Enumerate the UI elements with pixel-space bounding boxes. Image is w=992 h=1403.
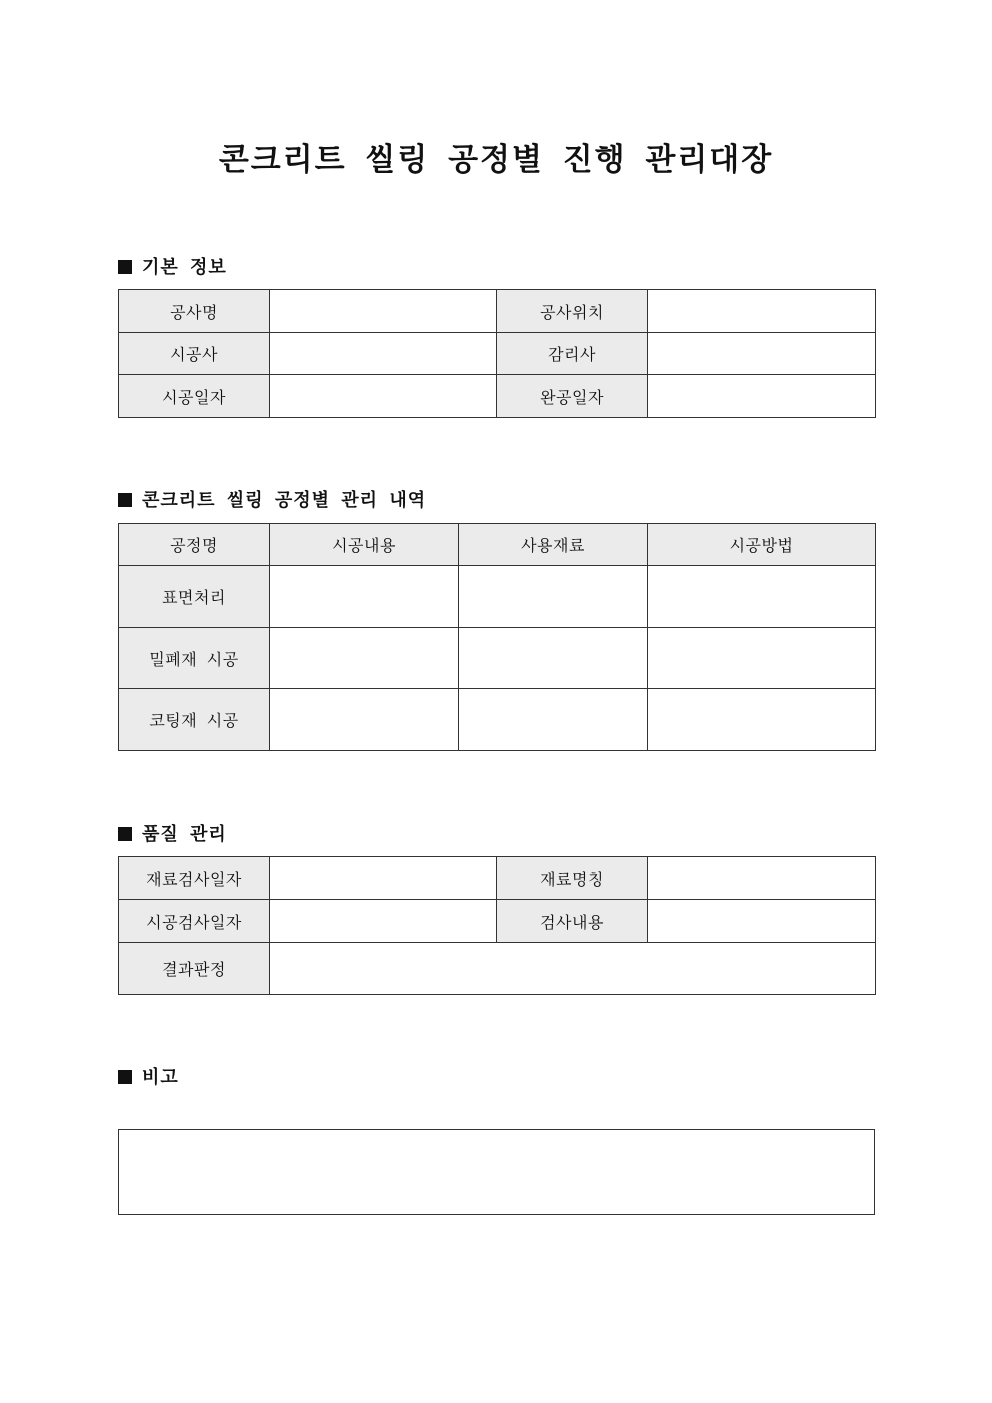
materials-field[interactable] [459,628,648,689]
project-location-field[interactable] [648,290,876,333]
label-cell: 감리사 [497,333,648,375]
quality-table [118,856,876,995]
remarks-field[interactable] [118,1129,875,1215]
section-heading-text: 품질 관리 [142,824,227,845]
work-content-field[interactable] [270,689,459,751]
table-row [119,900,876,943]
process-table [118,523,876,751]
label-cell: 공사위치 [497,290,648,333]
label-cell: 시공일자 [119,375,270,418]
section-heading-remarks [118,1063,179,1089]
section-heading-text: 콘크리트 씰링 공정별 관리 내역 [142,490,427,511]
table-row [119,375,876,418]
label-cell: 재료명칭 [497,857,648,900]
section-heading-text: 비고 [142,1067,179,1088]
section-heading-text: 기본 정보 [142,257,227,278]
materials-field[interactable] [459,689,648,751]
square-bullet-icon [118,1070,132,1084]
square-bullet-icon [118,260,132,274]
table-row [119,943,876,995]
completion-date-field[interactable] [648,375,876,418]
materials-field[interactable] [459,566,648,628]
label-cell: 결과판정 [119,943,270,995]
label-cell: 재료검사일자 [119,857,270,900]
section-heading-quality [118,820,227,846]
contractor-field[interactable] [270,333,497,375]
start-date-field[interactable] [270,375,497,418]
table-row [119,566,876,628]
label-cell: 시공검사일자 [119,900,270,943]
construction-inspection-date-field[interactable] [270,900,497,943]
table-row [119,628,876,689]
label-cell: 시공사 [119,333,270,375]
label-cell: 완공일자 [497,375,648,418]
process-name-cell: 밀폐재 시공 [119,628,270,689]
square-bullet-icon [118,827,132,841]
method-field[interactable] [648,628,876,689]
section-heading-process [118,486,426,512]
material-name-field[interactable] [648,857,876,900]
column-header: 시공방법 [648,524,876,566]
process-name-cell: 코팅재 시공 [119,689,270,751]
method-field[interactable] [648,689,876,751]
project-name-field[interactable] [270,290,497,333]
table-row [119,857,876,900]
square-bullet-icon [118,493,132,507]
label-cell: 공사명 [119,290,270,333]
section-heading-basic-info [118,253,227,279]
work-content-field[interactable] [270,566,459,628]
work-content-field[interactable] [270,628,459,689]
process-name-cell: 표면처리 [119,566,270,628]
table-row [119,689,876,751]
column-header: 사용재료 [459,524,648,566]
material-inspection-date-field[interactable] [270,857,497,900]
column-header: 공정명 [119,524,270,566]
table-row [119,290,876,333]
method-field[interactable] [648,566,876,628]
inspection-content-field[interactable] [648,900,876,943]
column-header: 시공내용 [270,524,459,566]
page-title: 콘크리트 씰링 공정별 진행 관리대장 [218,142,774,178]
table-row [119,333,876,375]
basic-info-table [118,289,876,418]
result-judgment-field[interactable] [270,943,876,995]
supervisor-field[interactable] [648,333,876,375]
label-cell: 검사내용 [497,900,648,943]
table-header-row [119,524,876,566]
